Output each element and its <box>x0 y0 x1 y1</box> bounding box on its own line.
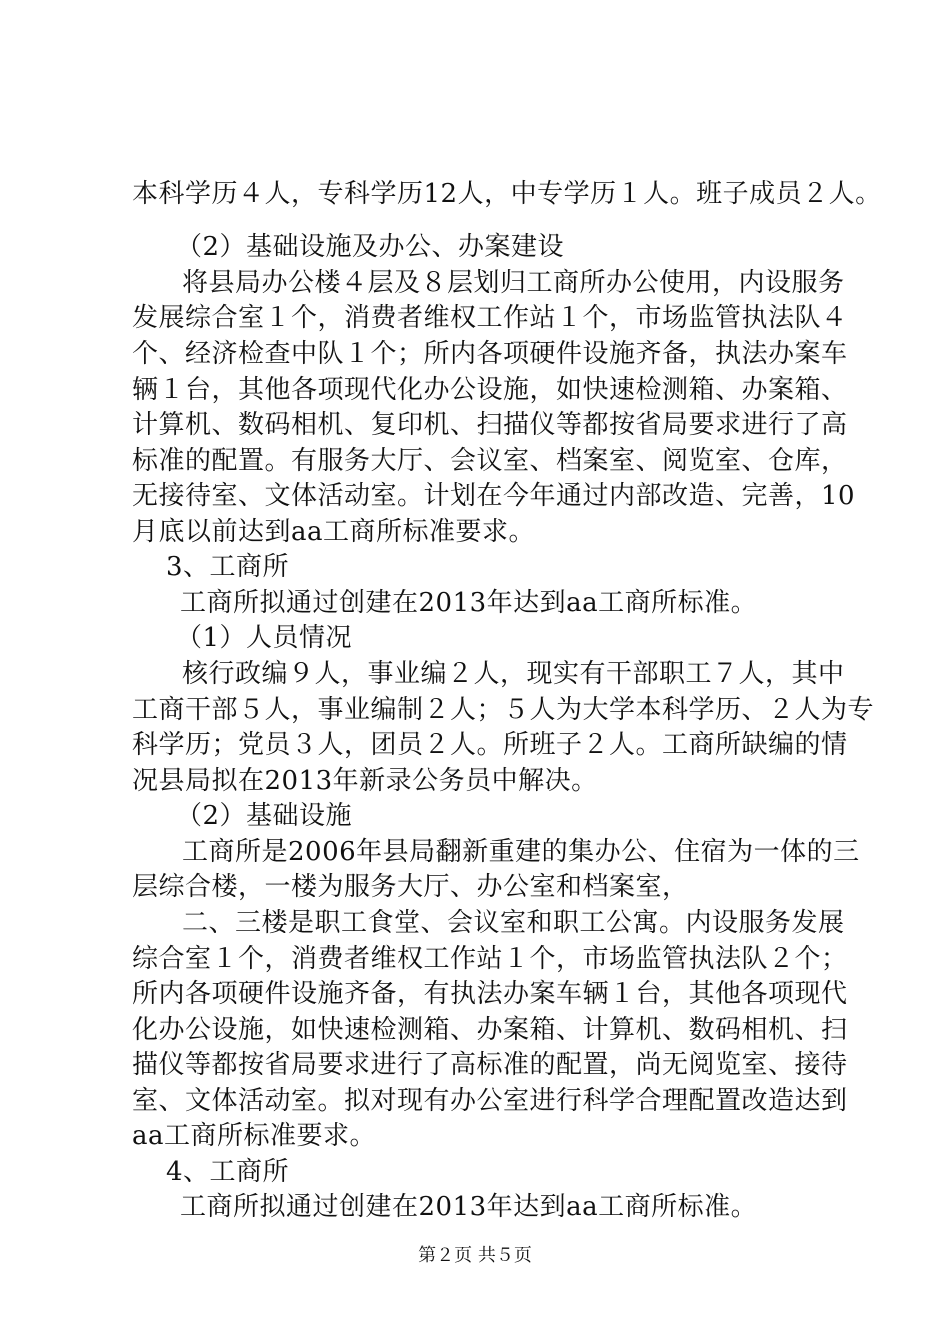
section-heading: 3、工商所 <box>166 552 290 582</box>
text-line: 描仪等都按省局要求进行了高标准的配置，尚无阅览室、接待 <box>132 1050 848 1080</box>
text-line: 工商所拟通过创建在2013年达到aa工商所标准。 <box>180 588 758 618</box>
text-line: 二、三楼是职工食堂、会议室和职工公寓。内设服务发展 <box>182 908 845 938</box>
text-line: 工商所是2006年县局翻新重建的集办公、住宿为一体的三 <box>182 837 860 867</box>
text-line: 层综合楼，一楼为服务大厅、办公室和档案室， <box>132 872 689 902</box>
section-heading: 4、工商所 <box>166 1157 290 1187</box>
text-line: 计算机、数码相机、复印机、扫描仪等都按省局要求进行了高 <box>132 410 848 440</box>
text-line: 核行政编９人，事业编２人，现实有干部职工７人，其中 <box>182 659 845 689</box>
text-line: 工商所拟通过创建在2013年达到aa工商所标准。 <box>180 1192 758 1222</box>
section-heading: （2）基础设施 <box>176 801 353 831</box>
text-line: 发展综合室１个，消费者维权工作站１个，市场监管执法队４ <box>132 303 848 333</box>
text-line: 科学历；党员３人，团员２人。所班子２人。工商所缺编的情 <box>132 730 848 760</box>
text-line: 况县局拟在2013年新录公务员中解决。 <box>132 766 598 796</box>
text-line: 月底以前达到aa工商所标准要求。 <box>132 517 536 547</box>
text-line: 综合室１个，消费者维权工作站１个，市场监管执法队２个； <box>132 944 848 974</box>
section-heading: （2）基础设施及办公、办案建设 <box>176 232 565 262</box>
text-line: 无接待室、文体活动室。计划在今年通过内部改造、完善，10 <box>132 481 856 511</box>
text-line: 辆１台，其他各项现代化办公设施，如快速检测箱、办案箱、 <box>132 375 848 405</box>
text-line: 所内各项硬件设施齐备，有执法办案车辆１台，其他各项现代 <box>132 979 848 1009</box>
text-line: 个、经济检查中队１个；所内各项硬件设施齐备，执法办案车 <box>132 339 848 369</box>
text-line: 化办公设施，如快速检测箱、办案箱、计算机、数码相机、扫 <box>132 1015 848 1045</box>
text-line: 工商干部５人，事业编制２人；５人为大学本科学历、２人为专 <box>132 695 875 725</box>
text-line: 标准的配置。有服务大厅、会议室、档案室、阅览室、仓库， <box>132 446 848 476</box>
text-line: 将县局办公楼４层及８层划归工商所办公使用，内设服务 <box>182 268 845 298</box>
text-line: 室、文体活动室。拟对现有办公室进行科学合理配置改造达到 <box>132 1086 848 1116</box>
text-line: aa工商所标准要求。 <box>132 1121 377 1151</box>
text-line: 本科学历４人，专科学历12人，中专学历１人。班子成员２人。 <box>132 179 882 209</box>
section-heading: （1）人员情况 <box>176 623 353 653</box>
page-footer: 第２页 共５页 <box>418 1245 532 1266</box>
